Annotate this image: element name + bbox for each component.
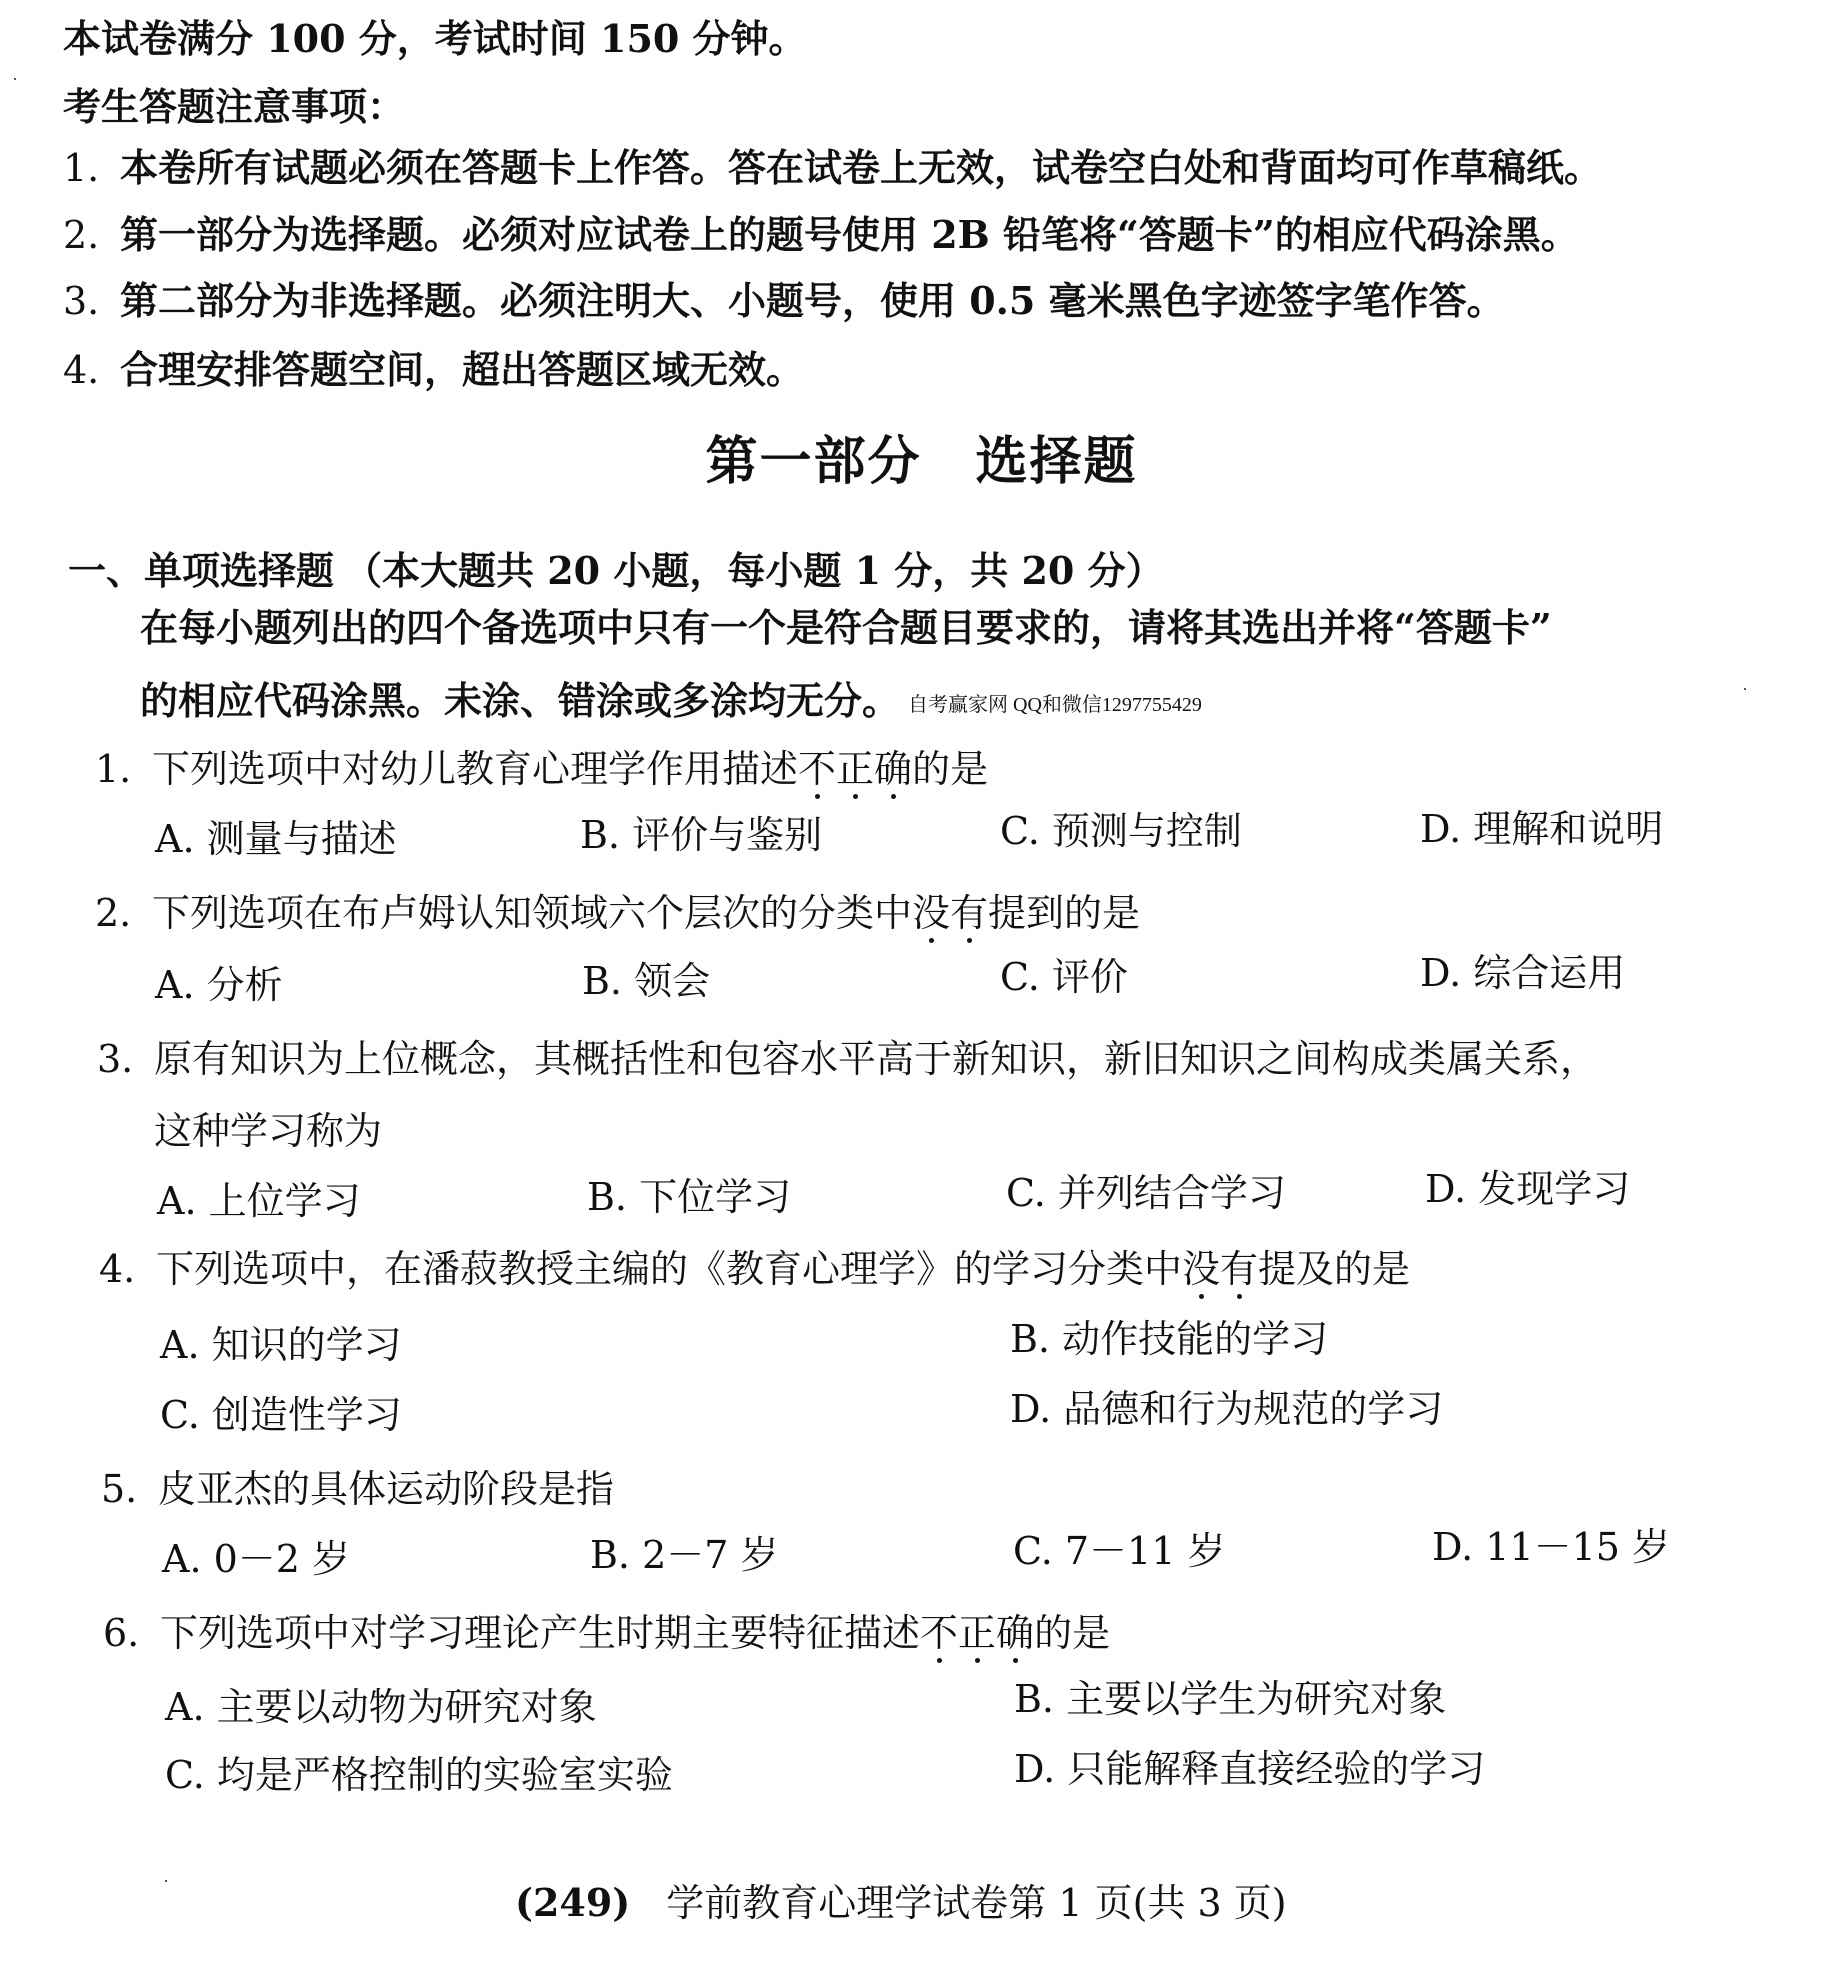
note-item-3 [63,278,1505,324]
note-text: 本卷所有试题必须在答题卡上作答。答在试卷上无效，试卷空白处和背面均可作草稿纸。 [120,145,1603,190]
stem-text: 下列选项中对学习理论产生时期主要特征描述 [160,1611,921,1655]
part-title: 第一部分 选择题 [705,431,1138,492]
question-1-option-a: A. 测量与描述 [155,817,397,861]
stem-text: 提及的是 [1258,1247,1411,1291]
emphasis-char: 有 [950,891,989,935]
question-1-stem [95,746,988,792]
question-2-option-c: C. 评价 [1000,955,1128,999]
exam-code: (249) [515,1880,631,1925]
note-number: 1. [63,146,100,190]
question-4-option-d: D. 品德和行为规范的学习 [1010,1387,1444,1431]
emphasis-char: 确 [996,1611,1035,1655]
question-4-option-a: A. 知识的学习 [160,1323,402,1367]
note-number: 4. [63,348,100,392]
note-item-2 [63,212,1579,258]
section-instruction-line1: 在每小题列出的四个备选项中只有一个是符合题目要求的，请将其选出并将“答题卡” [140,605,1552,650]
question-3-stem [97,1036,1598,1082]
question-2-option-b: B. 领会 [582,959,711,1003]
exam-intro: 本试卷满分 100 分，考试时间 150 分钟。 [63,16,807,61]
page-footer [515,1880,1287,1926]
emphasis-char: 不 [920,1611,959,1655]
question-5-stem [101,1466,614,1512]
question-5-option-d: D. 11－15 岁 [1432,1525,1671,1569]
note-number: 3. [63,279,100,323]
question-3-option-b: B. 下位学习 [587,1175,792,1219]
note-text: 合理安排答题空间，超出答题区域无效。 [120,347,805,392]
section-instruction-line2 [140,678,1202,728]
page-indicator: 学前教育心理学试卷第 1 页(共 3 页) [666,1881,1287,1925]
question-number: 1. [95,747,132,791]
stem-text: 下列选项中对幼儿教育心理学作用描述 [152,747,799,791]
emphasis-char: 确 [874,747,913,791]
question-1-option-b: B. 评价与鉴别 [580,813,823,857]
question-3-stem-continued: 这种学习称为 [154,1109,383,1153]
scan-speck [165,1880,167,1882]
question-2-option-d: D. 综合运用 [1420,951,1626,995]
question-1-option-c: C. 预测与控制 [1000,809,1242,853]
question-4-option-b: B. 动作技能的学习 [1010,1317,1329,1361]
emphasis-char: 不 [798,747,837,791]
question-4-option-c: C. 创造性学习 [160,1393,402,1437]
stem-text: 下列选项在布卢姆认知领域六个层次的分类中 [152,891,913,935]
question-6-option-b: B. 主要以学生为研究对象 [1014,1677,1447,1721]
question-5-option-b: B. 2－7 岁 [590,1533,779,1577]
question-3-option-d: D. 发现学习 [1425,1167,1631,1211]
instruction-text: 的相应代码涂黑。未涂、错涂或多涂均无分。 [140,678,901,723]
notes-title: 考生答题注意事项： [63,84,406,129]
note-number: 2. [63,213,100,257]
question-4-stem [99,1246,1410,1292]
question-2-stem [95,890,1140,936]
question-5-option-c: C. 7－11 岁 [1013,1529,1226,1573]
note-text: 第一部分为选择题。必须对应试卷上的题号使用 2B 铅笔将“答题卡”的相应代码涂黑。 [120,212,1579,257]
section-heading [68,548,1164,594]
question-6-option-a: A. 主要以动物为研究对象 [165,1685,597,1729]
question-number: 2. [95,891,132,935]
stem-text: 原有知识为上位概念，其概括性和包容水平高于新知识，新旧知识之间构成类属关系， [154,1037,1599,1081]
scan-speck [14,78,16,80]
stem-text: 皮亚杰的具体运动阶段是指 [158,1467,615,1511]
question-3-option-a: A. 上位学习 [157,1179,361,1223]
question-3-option-c: C. 并列结合学习 [1006,1171,1286,1215]
question-5-option-a: A. 0－2 岁 [162,1537,351,1581]
stem-text: 提到的是 [988,891,1141,935]
question-number: 5. [101,1467,138,1511]
stem-text: 的是 [912,747,989,791]
question-6-option-d: D. 只能解释直接经验的学习 [1014,1747,1486,1791]
emphasis-char: 正 [836,747,875,791]
question-1-option-d: D. 理解和说明 [1420,807,1664,851]
question-number: 6. [103,1611,140,1655]
scan-speck [1744,688,1746,690]
section-heading-title: 一、单项选择题 [68,548,335,593]
stem-text: 的是 [1034,1611,1111,1655]
watermark: 自考赢家网 QQ和微信1297755429 [908,693,1202,716]
note-item-1 [63,145,1602,191]
question-number: 3. [97,1037,134,1081]
question-2-option-a: A. 分析 [155,963,283,1007]
question-6-stem [103,1610,1110,1656]
emphasis-char: 没 [912,891,951,935]
question-number: 4. [99,1247,136,1291]
note-text: 第二部分为非选择题。必须注明大、小题号，使用 0.5 毫米黑色字迹签字笔作答。 [120,278,1505,323]
emphasis-char: 没 [1182,1247,1221,1291]
emphasis-char: 正 [958,1611,997,1655]
emphasis-char: 有 [1220,1247,1259,1291]
stem-text: 下列选项中，在潘菽教授主编的《教育心理学》的学习分类中 [156,1247,1183,1291]
note-item-4 [63,347,804,393]
section-heading-note: （本大题共 20 小题，每小题 1 分，共 20 分） [344,548,1164,593]
question-6-option-c: C. 均是严格控制的实验室实验 [165,1753,673,1797]
